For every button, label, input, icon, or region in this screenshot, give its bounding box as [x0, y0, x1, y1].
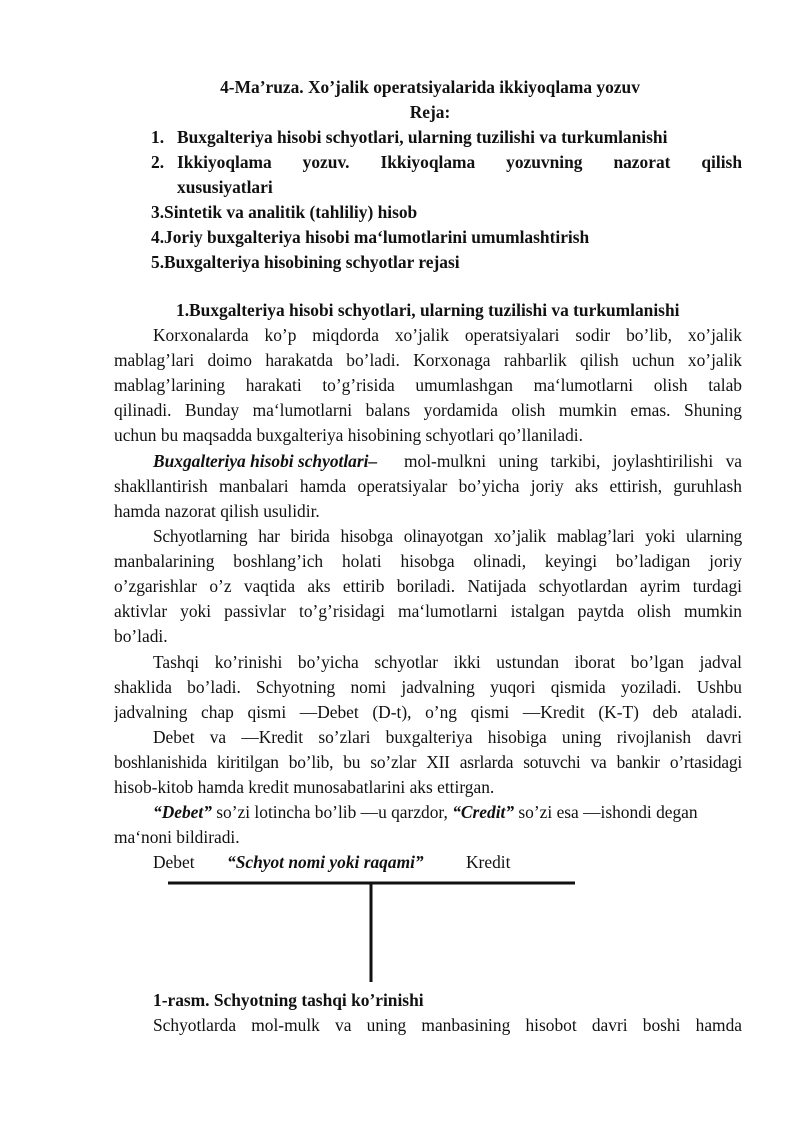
plan-item-3: 3.Sintetik va analitik (tahliliy) hisob — [151, 202, 418, 222]
credit-term: “Credit” — [452, 802, 515, 822]
section-1-heading: 1.Buxgalteriya hisobi schyotlari, ularning tuzilishi va turkumlanishi — [176, 300, 680, 320]
paragraph-4-line-3: jadvalning chap qismi —Debet (D-t), o’ng qismi —Kredit (K-T) deb ataladi. — [114, 702, 742, 722]
paragraph-2-term: Buxgalteriya hisobi schyotlari– — [153, 451, 378, 471]
paragraph-3-line-1: Schyotlarning har birida hisobga olinayotgan xo’jalik mablag’lari yoki ularning — [153, 526, 742, 546]
plan-item-1-number: 1. — [151, 127, 165, 147]
plan-item-4: 4.Joriy buxgalteriya hisobi ma‘lumotlarini umumlashtirish — [151, 227, 590, 247]
t-account-debet-label: Debet — [153, 852, 195, 872]
paragraph-3-line-4: aktivlar yoki passivlar to’g’risidagi ma‘lumotlarni istalgan paytda olish mumkin — [114, 601, 742, 621]
paragraph-1-line-3: mablag’larining harakati to’g’risida umumlashgan ma‘lumotlarni olish talab — [114, 375, 742, 395]
closing-paragraph-line-1: Schyotlarda mol-mulk va uning manbasining hisobot davri boshi hamda — [153, 1015, 742, 1035]
paragraph-1-line-1: Korxonalarda ko’p miqdorda xo’jalik operatsiyalari sodir bo’lib, xo’jalik — [153, 325, 742, 345]
paragraph-5-line-3: hisob-kitob hamda kredit munosabatlarini aks ettirgan. — [114, 777, 495, 797]
paragraph-3-line-2: manbalarining boshlang’ich holati hisobga olinadi, keyingi bo’ladigan joriy — [114, 551, 742, 571]
paragraph-1-line-5: uchun bu maqsadda buxgalteriya hisobining schyotlari qo’llaniladi. — [114, 425, 583, 445]
paragraph-3-line-3: o’zgarishlar o’z vaqtida aks ettirib boriladi. Natijada schyotlardan ayrim turdagi — [114, 576, 742, 596]
paragraph-5-line-1: Debet va —Kredit so’zlari buxgalteriya hisobiga uning rivojlanish davri — [153, 727, 742, 747]
paragraph-1-line-4: qilinadi. Bunday ma‘lumotlarni balans yordamida olish mumkin emas. Shuning — [114, 400, 742, 420]
plan-item-1: Buxgalteriya hisobi schyotlari, ularning tuzilishi va turkumlanishi — [177, 127, 668, 147]
paragraph-4-line-1: Tashqi ko’rinishi bo’yicha schyotlar ikki ustundan iborat bo’lgan jadval — [153, 652, 742, 672]
paragraph-5-line-2: boshlanishida kiritilgan bo’lib, bu so’zlar XII asrlarda sotuvchi va bankir o’rtasidagi — [114, 752, 742, 772]
paragraph-6-part-2: so’zi esa —ishondi degan — [514, 802, 698, 822]
paragraph-6-part-1: so’zi lotincha bo’lib —u qarzdor, — [211, 802, 453, 822]
plan-item-5: 5.Buxgalteriya hisobining schyotlar rejasi — [151, 252, 460, 272]
figure-caption: 1-rasm. Schyotning tashqi ko’rinishi — [153, 990, 424, 1010]
paragraph-2-line-1: mol-mulkni uning tarkibi, joylashtirilishi va — [404, 451, 742, 471]
paragraph-1-line-2: mablag’lari doimo harakatda bo’ladi. Korxonaga rahbarlik qilish uchun xo’jalik — [114, 350, 742, 370]
debet-term: “Debet” — [153, 802, 212, 822]
plan-label: Reja: — [409, 102, 451, 122]
t-account-title: “Schyot nomi yoki raqami” — [227, 852, 424, 872]
plan-item-2-line-2: xususiyatlari — [177, 177, 273, 197]
paragraph-4-line-2: shaklida bo’ladi. Schyotning nomi jadvalning yuqori qismida yoziladi. Ushbu — [114, 677, 742, 697]
paragraph-2-line-2: shakllantirish manbalari hamda operatsiyalar bo’yicha joriy aks ettirish, guruhlash — [114, 476, 742, 496]
paragraph-3-line-5: bo’ladi. — [114, 626, 168, 646]
lecture-title: 4-Ma’ruza. Xo’jalik operatsiyalarida ikkiyoqlama yozuv — [220, 77, 640, 97]
plan-item-2-line-1: Ikkiyoqlama yozuv. Ikkiyoqlama yozuvning nazorat qilish — [177, 152, 742, 172]
t-account-kredit-label: Kredit — [466, 852, 511, 872]
paragraph-2-line-3: hamda nazorat qilish usulidir. — [114, 501, 320, 521]
plan-item-2-number: 2. — [151, 152, 165, 172]
paragraph-6-line-2: ma‘noni bildiradi. — [114, 827, 240, 847]
